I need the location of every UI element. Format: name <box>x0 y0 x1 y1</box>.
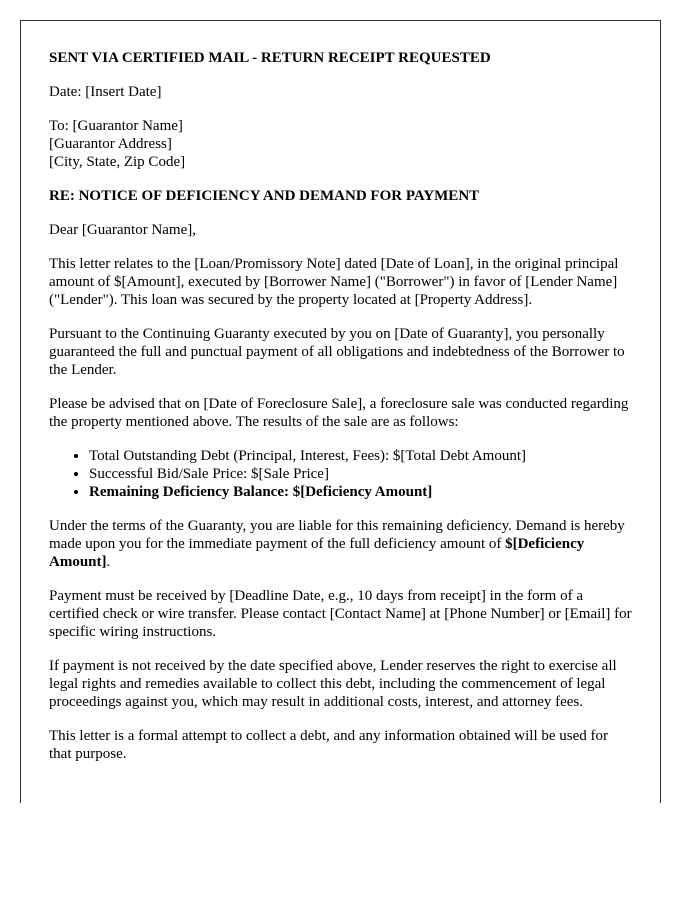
salutation: Dear [Guarantor Name], <box>49 222 197 238</box>
paragraph-payment: Payment must be received by [Deadline Date, e.g., 10 days from receipt] in the form of a certified check or wire transfer. Please contact [Contact Name] at [Phone Number] or [Email] for specific wiring instructions. <box>49 588 632 640</box>
deficiency-amount: $[Deficiency Amount] <box>49 536 585 570</box>
letter-document <box>20 20 661 803</box>
paragraph-loan: This letter relates to the [Loan/Promissory Note] dated [Date of Loan], in the original principal amount of $[Amount], executed by [Borrower Name] ("Borrower") in favor of [Lender Name] ("Lender"). This loan was secured by the property located at [Property Address]. <box>49 256 619 308</box>
paragraph-disclosure: This letter is a formal attempt to collect a debt, and any information obtained will be used for that purpose. <box>49 728 608 762</box>
address-line: [City, State, Zip Code] <box>49 154 186 170</box>
demand-end: . <box>106 554 111 570</box>
recipient-address <box>49 117 632 171</box>
list-item: • Total Outstanding Debt (Principal, Interest, Fees): $[Total Debt Amount] <box>89 447 632 465</box>
list-item: • Remaining Deficiency Balance: $[Deficiency Amount] <box>89 483 632 501</box>
list-item: • Successful Bid/Sale Price: $[Sale Price] <box>89 465 632 483</box>
address-line: To: [Guarantor Name] <box>49 118 183 134</box>
sale-results-list <box>49 447 632 501</box>
subject-line: RE: NOTICE OF DEFICIENCY AND DEMAND FOR PAYMENT <box>49 188 480 204</box>
mail-header: SENT VIA CERTIFIED MAIL - RETURN RECEIPT REQUESTED <box>49 50 491 66</box>
date-line: Date: [Insert Date] <box>49 84 162 100</box>
paragraph-foreclosure: Please be advised that on [Date of Foreclosure Sale], a foreclosure sale was conducted regarding the property mentioned above. The results of the sale are as follows: <box>49 396 629 430</box>
demand-text: Under the terms of the Guaranty, you are liable for this remaining deficiency. Demand is hereby made upon you for the immediate payment of the full deficiency amount of <box>49 518 625 552</box>
address-line: [Guarantor Address] <box>49 136 172 152</box>
paragraph-demand <box>49 517 632 571</box>
paragraph-guaranty: Pursuant to the Continuing Guaranty executed by you on [Date of Guaranty], you personally guaranteed the full and punctual payment of all obligations and indebtedness of the Borrower to the Lender. <box>49 326 625 378</box>
paragraph-remedies: If payment is not received by the date specified above, Lender reserves the right to exercise all legal rights and remedies available to collect this debt, including the commencement of legal proceedings against you, which may result in additional costs, interest, and attorney fees. <box>49 658 617 710</box>
